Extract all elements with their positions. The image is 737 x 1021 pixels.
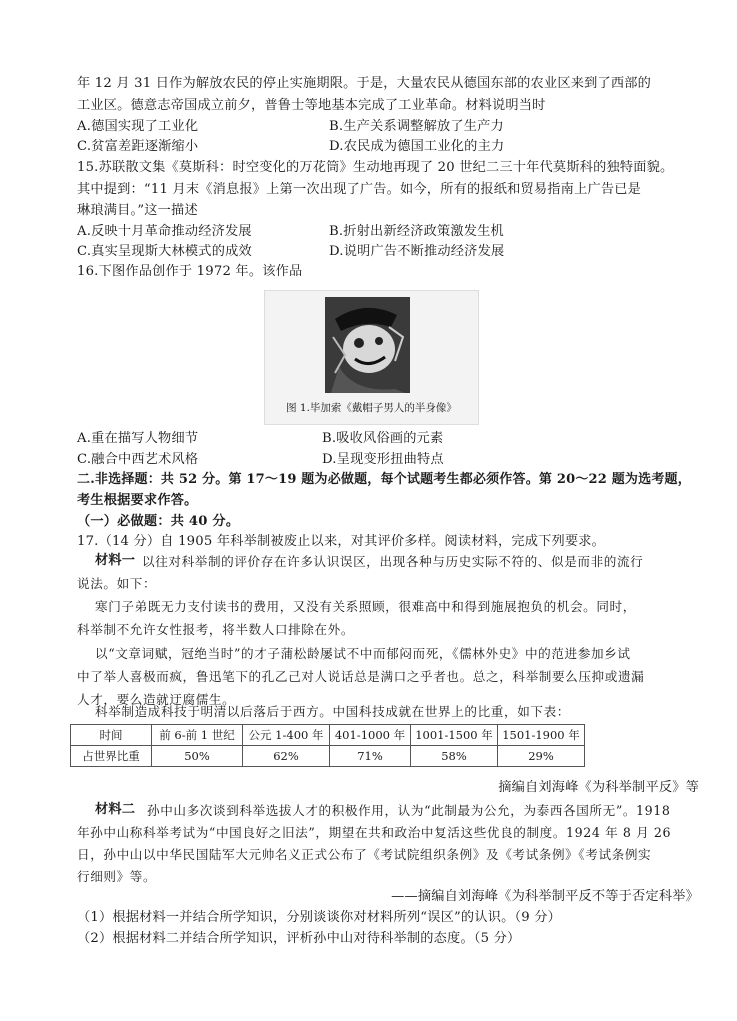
q14-line2: 工业区。德意志帝国成立前夕，普鲁士等地基本完成了工业革命。材料说明当时 bbox=[77, 98, 546, 113]
section2-subheading: （一）必做题：共 40 分。 bbox=[77, 514, 240, 529]
material1-line3: 寒门子弟既无力支付读书的费用，又没有关系照顾，很难高中和得到施展抱负的机会。同时， bbox=[95, 599, 636, 614]
q14-option-c: C.贫富差距逐渐缩小 bbox=[77, 139, 199, 154]
table-cell: 占世界比重 bbox=[71, 746, 152, 767]
material2-line3: 日，孙中山以中华民国陆军大元帅名义正式公布了《考试院组织条例》及《考试条例》《考试条例实 bbox=[77, 847, 652, 862]
q16-stem: 16.下图作品创作于 1972 年。该作品 bbox=[77, 264, 303, 279]
material1-line8: 科举制造成科技于明清以后落后于西方。中国科技成就在世界上的比重，如下表： bbox=[95, 704, 570, 719]
table-header-cell: 公元 1-400 年 bbox=[243, 725, 330, 746]
q15-option-c: C.真实呈现斯大林模式的成效 bbox=[77, 244, 252, 259]
q16-option-b: B.吸收风俗画的元素 bbox=[322, 431, 444, 446]
material1-line1: 以往对科举制的评价存在许多认识误区，出现各种与历史实际不符的、似是而非的流行 bbox=[142, 554, 644, 569]
material1-title: 材料一 bbox=[95, 553, 136, 568]
q15-option-a: A.反映十月革命推动经济发展 bbox=[77, 224, 252, 239]
q15-option-d: D.说明广告不断推动经济发展 bbox=[329, 244, 505, 259]
q14-option-a: A.德国实现了工业化 bbox=[77, 119, 199, 134]
q15-line3: 琳琅满目。”这一描述 bbox=[77, 203, 198, 218]
q15-line2: 其中提到：“11 月末《消息报》上第一次出现了广告。如今，所有的报纸和贸易指南上广告已是 bbox=[77, 182, 642, 197]
figure-caption: 图 1.毕加索《戴帽子男人的半身像》 bbox=[286, 402, 457, 414]
figure-1 bbox=[264, 290, 479, 425]
q15-option-b: B.折射出新经济政策激发生机 bbox=[329, 224, 504, 239]
table-row bbox=[71, 746, 585, 767]
table-row bbox=[71, 725, 585, 746]
material1-line5: 以“文章词赋，冠绝当时”的才子蒲松龄屡试不中而郁闷而死，《儒林外史》中的范进参加乡试 bbox=[95, 646, 631, 661]
picasso-portrait-image bbox=[325, 297, 410, 393]
material2-line2: 年孙中山称科举考试为“中国良好之旧法”，期望在共和政治中复活这些优良的制度。1924 年 8 月 26 bbox=[77, 825, 672, 840]
material1-line6: 中了举人喜极而疯，鲁迅笔下的孔乙己对人说话总是满口之乎者也。总之，科举制要么压抑或遗漏 bbox=[77, 669, 645, 684]
section2-heading-line2: 考生根据要求作答。 bbox=[77, 493, 198, 508]
table-header-cell: 401-1000 年 bbox=[330, 725, 411, 746]
material1-line4: 科举制不允许女性报考，将半数人口排除在外。 bbox=[77, 622, 355, 637]
material1-line7: 人才，要么造就迂腐儒生。 bbox=[77, 692, 236, 707]
q16-option-a: A.重在描写人物细节 bbox=[77, 431, 199, 446]
section2-heading-line1: 二.非选择题：共 52 分。第 17～19 题为必做题，每个试题考生都必须作答。第 20～22 题为选考题， bbox=[77, 472, 691, 487]
q15-line1: 15.苏联散文集《莫斯科：时空变化的万花筒》生动地再现了 20 世纪二三十年代莫斯科的独特面貌。 bbox=[77, 160, 674, 175]
table-cell: 71% bbox=[330, 746, 411, 767]
material2-source: ——摘编自刘海峰《为科举制平反不等于否定科举》 bbox=[391, 889, 699, 904]
q16-option-c: C.融合中西艺术风格 bbox=[77, 452, 199, 467]
material1-line2: 说法。如下： bbox=[77, 576, 157, 591]
q14-option-b: B.生产关系调整解放了生产力 bbox=[329, 119, 504, 134]
q14-option-d: D.农民成为德国工业化的主力 bbox=[329, 139, 505, 154]
table-header-cell: 1501-1900 年 bbox=[498, 725, 585, 746]
science-share-table bbox=[70, 724, 585, 767]
q17-stem: 17.（14 分）自 1905 年科举制被废止以来，对其评价多样。阅读材料，完成下列要求。 bbox=[77, 534, 606, 549]
material2-line1: 孙中山多次谈到科举选拔人才的积极作用，认为“此制最为公允，为泰西各国所无”。1918 bbox=[147, 803, 671, 818]
material2-title: 材料二 bbox=[95, 802, 136, 817]
table-header-cell: 前 6-前 1 世纪 bbox=[152, 725, 243, 746]
table-cell: 62% bbox=[243, 746, 330, 767]
table-header-cell: 1001-1500 年 bbox=[411, 725, 498, 746]
q17-requirement-1: （1）根据材料一并结合所学知识，分别谈谈你对材料所列“误区”的认识。（9 分） bbox=[77, 910, 562, 925]
table-cell: 50% bbox=[152, 746, 243, 767]
material2-line4: 行细则》等。 bbox=[77, 869, 157, 884]
q17-requirement-2: （2）根据材料二并结合所学知识，评析孙中山对待科举制的态度。（5 分） bbox=[77, 931, 521, 946]
q16-option-d: D.呈现变形扭曲特点 bbox=[322, 452, 444, 467]
table-header-cell: 时间 bbox=[71, 725, 152, 746]
q14-line1: 年 12 月 31 日作为解放农民的停止实施期限。于是，大量农民从德国东部的农业区来到了西部的 bbox=[77, 76, 652, 91]
material1-source: 摘编自刘海峰《为科举制平反》等 bbox=[498, 780, 699, 795]
table-cell: 58% bbox=[411, 746, 498, 767]
table-cell: 29% bbox=[498, 746, 585, 767]
